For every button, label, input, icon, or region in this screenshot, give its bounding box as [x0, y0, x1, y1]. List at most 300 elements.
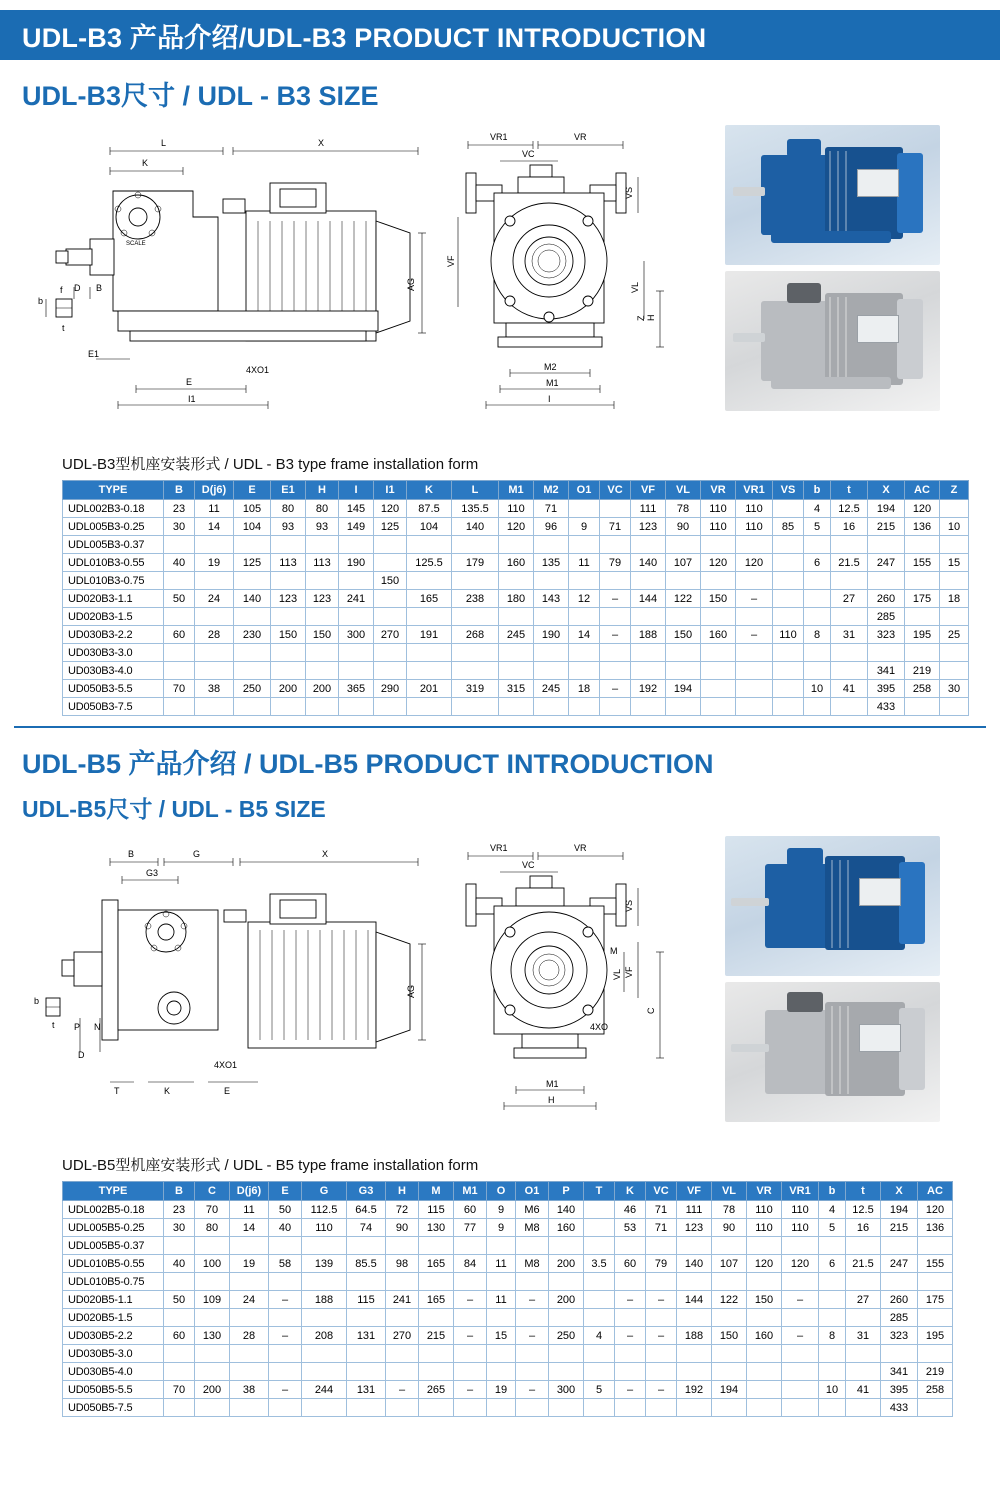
b5-cell-11-20 — [819, 1399, 846, 1417]
b5-cell-0-7: 72 — [386, 1201, 419, 1219]
b3-header-title: UDL-B3 产品介绍/UDL-B3 PRODUCT INTRODUCTION — [22, 22, 707, 53]
b5-cell-4-17 — [712, 1273, 747, 1291]
b3-cell-4-6 — [339, 572, 374, 590]
b5-cell-11-3 — [230, 1399, 269, 1417]
b3-cell-3-21: 247 — [868, 554, 905, 572]
b5-cell-10-22: 395 — [881, 1381, 918, 1399]
b5-cell-6-20 — [819, 1309, 846, 1327]
b5-cell-11-14 — [615, 1399, 646, 1417]
b3-cell-0-7: 120 — [374, 500, 407, 518]
b3-col-19: b — [804, 481, 831, 500]
b5-col-0: TYPE — [63, 1182, 164, 1201]
b3-cell-5-5: 123 — [306, 590, 339, 608]
b5-cell-4-14 — [615, 1273, 646, 1291]
b5-cell-3-19: 120 — [782, 1255, 819, 1273]
b5-cell-0-18: 110 — [747, 1201, 782, 1219]
b5-cell-8-10 — [487, 1345, 516, 1363]
b5-cell-2-7 — [386, 1237, 419, 1255]
b5-cell-10-13: 5 — [584, 1381, 615, 1399]
b3-cell-11-0: UD050B3-7.5 — [63, 698, 164, 716]
b5-cell-6-17 — [712, 1309, 747, 1327]
b5-cell-2-21 — [846, 1237, 881, 1255]
b3-cell-5-3: 140 — [234, 590, 271, 608]
svg-text:VF: VF — [446, 255, 456, 267]
b5-cell-4-1 — [164, 1273, 195, 1291]
svg-text:AG: AG — [406, 984, 416, 998]
b3-cell-0-21: 194 — [868, 500, 905, 518]
table-row — [63, 1309, 953, 1327]
b3-cell-3-8: 125.5 — [407, 554, 452, 572]
b5-cell-3-16: 140 — [677, 1255, 712, 1273]
b3-cell-8-17 — [736, 644, 773, 662]
b3-col-1: B — [164, 481, 195, 500]
svg-text:X: X — [318, 138, 325, 148]
b3-cell-11-3 — [234, 698, 271, 716]
b3-cell-6-16 — [701, 608, 736, 626]
b3-cell-11-17 — [736, 698, 773, 716]
b5-cell-9-3 — [230, 1363, 269, 1381]
b5-cell-5-1: 50 — [164, 1291, 195, 1309]
b5-cell-1-5: 110 — [302, 1219, 347, 1237]
b5-cell-10-17: 194 — [712, 1381, 747, 1399]
b5-cell-2-15 — [646, 1237, 677, 1255]
b3-cell-8-12 — [569, 644, 600, 662]
b5-cell-0-23: 120 — [918, 1201, 953, 1219]
b3-col-20: t — [831, 481, 868, 500]
b5-cell-9-10 — [487, 1363, 516, 1381]
b3-cell-2-21 — [868, 536, 905, 554]
svg-text:X: X — [322, 849, 329, 859]
b3-cell-11-10 — [499, 698, 534, 716]
svg-text:VR: VR — [574, 843, 587, 853]
b5-cell-0-14: 46 — [615, 1201, 646, 1219]
b5-cell-0-5: 112.5 — [302, 1201, 347, 1219]
b3-cell-2-15 — [666, 536, 701, 554]
b5-cell-0-12: 140 — [549, 1201, 584, 1219]
b3-cell-6-23 — [940, 608, 969, 626]
b5-cell-1-23: 136 — [918, 1219, 953, 1237]
b5-col-5: G — [302, 1182, 347, 1201]
svg-text:P: P — [74, 1022, 81, 1032]
b3-cell-8-2 — [195, 644, 234, 662]
b5-cell-9-8 — [419, 1363, 454, 1381]
b3-cell-1-9: 140 — [452, 518, 499, 536]
b5-cell-5-9: – — [454, 1291, 487, 1309]
b3-cell-8-1 — [164, 644, 195, 662]
b5-cell-8-11 — [516, 1345, 549, 1363]
b5-cell-6-15 — [646, 1309, 677, 1327]
b3-cell-7-2: 28 — [195, 626, 234, 644]
b5-cell-3-22: 247 — [881, 1255, 918, 1273]
b3-cell-3-14: 140 — [631, 554, 666, 572]
svg-text:t: t — [52, 1020, 55, 1030]
table-row — [63, 1273, 953, 1291]
b3-cell-0-19: 4 — [804, 500, 831, 518]
b5-cell-11-4 — [269, 1399, 302, 1417]
b5-cell-7-4: – — [269, 1327, 302, 1345]
b5-cell-1-7: 90 — [386, 1219, 419, 1237]
b3-cell-4-20 — [831, 572, 868, 590]
b5-cell-1-6: 74 — [347, 1219, 386, 1237]
b5-cell-0-15: 71 — [646, 1201, 677, 1219]
svg-text:K: K — [164, 1086, 171, 1096]
b5-col-3: D(j6) — [230, 1182, 269, 1201]
svg-text:H: H — [548, 1095, 555, 1105]
b3-size-title: UDL-B3尺寸 / UDL - B3 SIZE — [22, 81, 379, 111]
b5-cell-4-3 — [230, 1273, 269, 1291]
b3-photo-blue — [725, 125, 940, 265]
b5-cell-2-0: UDL005B5-0.37 — [63, 1237, 164, 1255]
b3-cell-0-8: 87.5 — [407, 500, 452, 518]
table-row — [63, 1237, 953, 1255]
svg-text:G3: G3 — [146, 868, 159, 878]
b5-cell-5-2: 109 — [195, 1291, 230, 1309]
b3-cell-8-10 — [499, 644, 534, 662]
b5-cell-6-3 — [230, 1309, 269, 1327]
b3-cell-9-22: 219 — [905, 662, 940, 680]
b5-cell-4-22 — [881, 1273, 918, 1291]
b5-cell-10-18 — [747, 1381, 782, 1399]
b3-cell-4-13 — [600, 572, 631, 590]
b5-cell-3-10: 11 — [487, 1255, 516, 1273]
svg-text:M1: M1 — [546, 378, 559, 388]
b5-cell-11-22: 433 — [881, 1399, 918, 1417]
b3-cell-11-7 — [374, 698, 407, 716]
b3-col-3: E — [234, 481, 271, 500]
svg-text:G: G — [193, 849, 201, 859]
b5-cell-0-1: 23 — [164, 1201, 195, 1219]
b5-cell-2-12 — [549, 1237, 584, 1255]
b3-cell-3-5: 113 — [306, 554, 339, 572]
b3-cell-0-6: 145 — [339, 500, 374, 518]
b5-cell-3-11: M8 — [516, 1255, 549, 1273]
b5-col-2: C — [195, 1182, 230, 1201]
svg-text:VR1: VR1 — [490, 132, 508, 142]
b5-cell-11-10 — [487, 1399, 516, 1417]
b3-cell-9-15 — [666, 662, 701, 680]
b5-cell-5-17: 122 — [712, 1291, 747, 1309]
b3-cell-7-12: 14 — [569, 626, 600, 644]
b3-cell-8-20 — [831, 644, 868, 662]
b3-cell-8-14 — [631, 644, 666, 662]
b3-cell-6-15 — [666, 608, 701, 626]
b3-cell-6-21: 285 — [868, 608, 905, 626]
b3-cell-5-10: 180 — [499, 590, 534, 608]
b3-cell-5-22: 175 — [905, 590, 940, 608]
b3-cell-2-2 — [195, 536, 234, 554]
b5-cell-4-8 — [419, 1273, 454, 1291]
b5-cell-1-16: 123 — [677, 1219, 712, 1237]
b5-cell-4-5 — [302, 1273, 347, 1291]
b3-cell-1-19: 5 — [804, 518, 831, 536]
table-row — [63, 1255, 953, 1273]
b3-col-10: M1 — [499, 481, 534, 500]
b5-cell-9-13 — [584, 1363, 615, 1381]
b3-cell-6-14 — [631, 608, 666, 626]
b3-cell-10-20: 41 — [831, 680, 868, 698]
b3-col-17: VR1 — [736, 481, 773, 500]
b3-cell-3-0: UDL010B3-0.55 — [63, 554, 164, 572]
b3-cell-8-21 — [868, 644, 905, 662]
b5-cell-7-20: 8 — [819, 1327, 846, 1345]
b3-cell-8-5 — [306, 644, 339, 662]
svg-text:I1: I1 — [188, 394, 196, 404]
b3-cell-10-13: – — [600, 680, 631, 698]
b3-cell-8-13 — [600, 644, 631, 662]
b5-size-title: UDL-B5尺寸 / UDL - B5 SIZE — [22, 796, 326, 822]
b5-cell-0-19: 110 — [782, 1201, 819, 1219]
svg-text:Z: Z — [636, 315, 646, 321]
b3-cell-10-6: 365 — [339, 680, 374, 698]
b3-cell-3-6: 190 — [339, 554, 374, 572]
b5-cell-4-21 — [846, 1273, 881, 1291]
b5-col-18: VR — [747, 1182, 782, 1201]
b5-cell-10-11: – — [516, 1381, 549, 1399]
b5-cell-8-14 — [615, 1345, 646, 1363]
table-row — [63, 554, 969, 572]
b3-cell-1-14: 123 — [631, 518, 666, 536]
b3-cell-5-15: 122 — [666, 590, 701, 608]
b3-cell-0-13 — [600, 500, 631, 518]
b5-cell-8-1 — [164, 1345, 195, 1363]
b3-spec-table — [62, 480, 969, 716]
b5-table-header-row — [63, 1182, 953, 1201]
b5-cell-0-0: UDL002B5-0.18 — [63, 1201, 164, 1219]
b5-cell-2-19 — [782, 1237, 819, 1255]
b5-cell-10-5: 244 — [302, 1381, 347, 1399]
b5-cell-0-20: 4 — [819, 1201, 846, 1219]
b3-cell-6-0: UD020B3-1.5 — [63, 608, 164, 626]
b5-cell-1-13 — [584, 1219, 615, 1237]
svg-text:VF: VF — [624, 966, 634, 978]
b3-cell-9-8 — [407, 662, 452, 680]
b3-cell-2-7 — [374, 536, 407, 554]
svg-text:VL: VL — [630, 281, 640, 293]
b3-cell-5-16: 150 — [701, 590, 736, 608]
b3-cell-5-21: 260 — [868, 590, 905, 608]
b3-cell-3-2: 19 — [195, 554, 234, 572]
b5-photo-blue — [725, 836, 940, 976]
b3-photo-grey — [725, 271, 940, 411]
b3-cell-10-14: 192 — [631, 680, 666, 698]
b3-cell-2-16 — [701, 536, 736, 554]
b5-cell-4-20 — [819, 1273, 846, 1291]
b3-cell-5-23: 18 — [940, 590, 969, 608]
b5-cell-11-13 — [584, 1399, 615, 1417]
b3-cell-1-2: 14 — [195, 518, 234, 536]
b5-cell-2-5 — [302, 1237, 347, 1255]
b5-cell-8-21 — [846, 1345, 881, 1363]
b3-cell-4-1 — [164, 572, 195, 590]
b5-col-17: VL — [712, 1182, 747, 1201]
b3-cell-3-19: 6 — [804, 554, 831, 572]
b3-cell-9-23 — [940, 662, 969, 680]
b3-cell-4-23 — [940, 572, 969, 590]
b3-cell-8-16 — [701, 644, 736, 662]
b5-cell-1-1: 30 — [164, 1219, 195, 1237]
b5-cell-8-12 — [549, 1345, 584, 1363]
b5-cell-9-15 — [646, 1363, 677, 1381]
b5-product-photos — [683, 832, 982, 1122]
b5-cell-2-14 — [615, 1237, 646, 1255]
b3-cell-10-5: 200 — [306, 680, 339, 698]
svg-text:K: K — [142, 158, 149, 168]
table-row — [63, 662, 969, 680]
b5-cell-6-2 — [195, 1309, 230, 1327]
b5-cell-9-16 — [677, 1363, 712, 1381]
b3-cell-2-3 — [234, 536, 271, 554]
b3-side-view-drawing — [18, 121, 438, 421]
b5-cell-8-16 — [677, 1345, 712, 1363]
b5-cell-6-6 — [347, 1309, 386, 1327]
b3-cell-7-1: 60 — [164, 626, 195, 644]
b3-cell-0-1: 23 — [164, 500, 195, 518]
table-row — [63, 1381, 953, 1399]
b5-cell-2-9 — [454, 1237, 487, 1255]
b5-cell-4-23 — [918, 1273, 953, 1291]
b3-cell-6-5 — [306, 608, 339, 626]
b5-cell-2-20 — [819, 1237, 846, 1255]
b5-col-4: E — [269, 1182, 302, 1201]
b5-cell-6-16 — [677, 1309, 712, 1327]
b3-cell-10-3: 250 — [234, 680, 271, 698]
b5-col-21: t — [846, 1182, 881, 1201]
b3-cell-1-10: 120 — [499, 518, 534, 536]
b3-cell-4-14 — [631, 572, 666, 590]
b3-cell-2-17 — [736, 536, 773, 554]
b5-cell-1-19: 110 — [782, 1219, 819, 1237]
b3-cell-5-6: 241 — [339, 590, 374, 608]
b3-cell-1-21: 215 — [868, 518, 905, 536]
b3-cell-9-9 — [452, 662, 499, 680]
b5-cell-3-4: 58 — [269, 1255, 302, 1273]
b5-cell-3-0: UDL010B5-0.55 — [63, 1255, 164, 1273]
svg-text:M: M — [610, 946, 618, 956]
b3-col-14: VF — [631, 481, 666, 500]
b3-cell-5-17: – — [736, 590, 773, 608]
b3-cell-11-1 — [164, 698, 195, 716]
b5-cell-3-7: 98 — [386, 1255, 419, 1273]
b3-cell-10-23: 30 — [940, 680, 969, 698]
b3-cell-5-14: 144 — [631, 590, 666, 608]
b5-cell-2-16 — [677, 1237, 712, 1255]
b3-cell-6-18 — [773, 608, 804, 626]
b5-cell-11-11 — [516, 1399, 549, 1417]
b3-col-7: I1 — [374, 481, 407, 500]
b3-cell-2-13 — [600, 536, 631, 554]
table-row — [63, 1327, 953, 1345]
b3-cell-9-1 — [164, 662, 195, 680]
b5-cell-11-21 — [846, 1399, 881, 1417]
b5-cell-6-10 — [487, 1309, 516, 1327]
b3-cell-1-1: 30 — [164, 518, 195, 536]
b3-cell-3-1: 40 — [164, 554, 195, 572]
b5-cell-9-11 — [516, 1363, 549, 1381]
b5-cell-1-2: 80 — [195, 1219, 230, 1237]
table-row — [63, 680, 969, 698]
b5-cell-4-18 — [747, 1273, 782, 1291]
b3-col-11: M2 — [534, 481, 569, 500]
b3-cell-1-3: 104 — [234, 518, 271, 536]
b5-cell-6-1 — [164, 1309, 195, 1327]
b3-cell-8-6 — [339, 644, 374, 662]
b3-cell-11-14 — [631, 698, 666, 716]
b3-cell-3-16: 120 — [701, 554, 736, 572]
b5-cell-0-2: 70 — [195, 1201, 230, 1219]
b3-cell-7-8: 191 — [407, 626, 452, 644]
b3-table-header-row — [63, 481, 969, 500]
b5-cell-1-21: 16 — [846, 1219, 881, 1237]
b5-cell-6-11 — [516, 1309, 549, 1327]
b5-cell-3-2: 100 — [195, 1255, 230, 1273]
table-row — [63, 1399, 953, 1417]
svg-text:VC: VC — [522, 860, 535, 870]
b3-col-22: AC — [905, 481, 940, 500]
b3-cell-10-18 — [773, 680, 804, 698]
b5-col-9: M1 — [454, 1182, 487, 1201]
b5-cell-8-19 — [782, 1345, 819, 1363]
b5-col-23: AC — [918, 1182, 953, 1201]
b5-cell-8-2 — [195, 1345, 230, 1363]
b5-cell-5-14: – — [615, 1291, 646, 1309]
b5-cell-7-19: – — [782, 1327, 819, 1345]
b5-cell-7-16: 188 — [677, 1327, 712, 1345]
b5-cell-11-18 — [747, 1399, 782, 1417]
b5-cell-11-15 — [646, 1399, 677, 1417]
b5-cell-6-23 — [918, 1309, 953, 1327]
b3-cell-1-18: 85 — [773, 518, 804, 536]
b3-cell-9-7 — [374, 662, 407, 680]
b3-cell-11-16 — [701, 698, 736, 716]
b5-cell-0-10: 9 — [487, 1201, 516, 1219]
b3-cell-7-15: 150 — [666, 626, 701, 644]
b3-front-view-drawing — [438, 121, 683, 421]
b5-cell-11-17 — [712, 1399, 747, 1417]
b5-cell-3-8: 165 — [419, 1255, 454, 1273]
b5-cell-5-15: – — [646, 1291, 677, 1309]
b3-col-13: VC — [600, 481, 631, 500]
b3-cell-4-8 — [407, 572, 452, 590]
table-row — [63, 1201, 953, 1219]
b3-col-2: D(j6) — [195, 481, 234, 500]
b5-front-view-drawing — [438, 832, 683, 1132]
b3-cell-7-9: 268 — [452, 626, 499, 644]
b3-col-18: VS — [773, 481, 804, 500]
b3-cell-8-18 — [773, 644, 804, 662]
b3-cell-0-4: 80 — [271, 500, 306, 518]
table-row — [63, 644, 969, 662]
b3-cell-6-12 — [569, 608, 600, 626]
b5-cell-0-8: 115 — [419, 1201, 454, 1219]
b3-cell-0-20: 12.5 — [831, 500, 868, 518]
b3-cell-5-11: 143 — [534, 590, 569, 608]
b5-cell-1-15: 71 — [646, 1219, 677, 1237]
b3-cell-11-18 — [773, 698, 804, 716]
b5-cell-4-7 — [386, 1273, 419, 1291]
svg-text:M2: M2 — [544, 362, 557, 372]
b3-cell-10-10: 315 — [499, 680, 534, 698]
b3-cell-5-7 — [374, 590, 407, 608]
b5-cell-9-23: 219 — [918, 1363, 953, 1381]
b5-cell-11-1 — [164, 1399, 195, 1417]
b5-cell-7-10: 15 — [487, 1327, 516, 1345]
svg-text:VS: VS — [624, 899, 634, 912]
b5-cell-2-23 — [918, 1237, 953, 1255]
b3-col-23: Z — [940, 481, 969, 500]
b5-cell-5-22: 260 — [881, 1291, 918, 1309]
b3-col-5: H — [306, 481, 339, 500]
table-row — [63, 536, 969, 554]
